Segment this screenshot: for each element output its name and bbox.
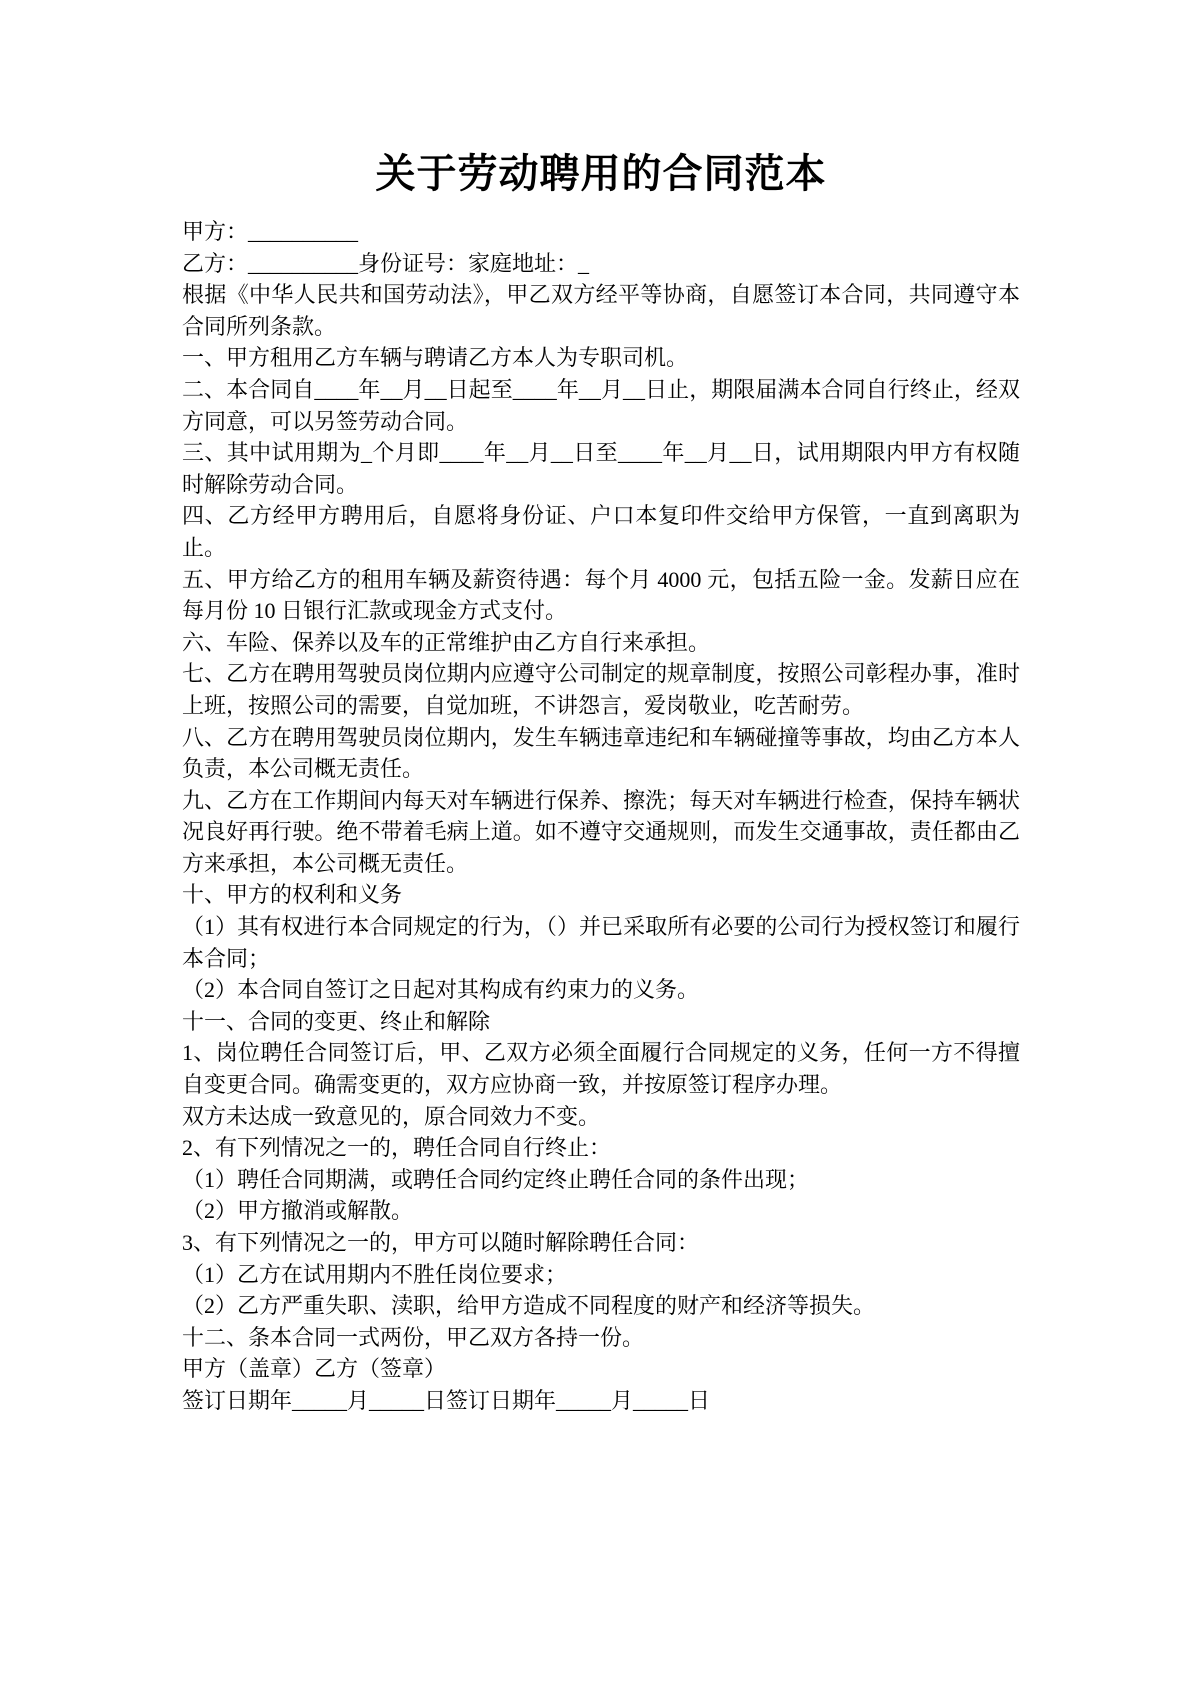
contract-paragraph: 二、本合同自____年__月__日起至____年__月__日止，期限届满本合同自行终止，经双方同意，可以另签劳动合同。 [182,376,1020,434]
document-body [182,216,1020,1417]
contract-paragraph: 乙方：__________身份证号：家庭地址：_ [182,250,590,276]
contract-paragraph: 2、有下列情况之一的，聘任合同自行终止： [182,1135,612,1161]
contract-paragraph: 一、甲方租用乙方车辆与聘请乙方本人为专职司机。 [182,345,689,371]
contract-paragraph: 十、甲方的权利和义务 [182,882,403,908]
contract-paragraph: （2）乙方严重失职、渎职，给甲方造成不同程度的财产和经济等损失。 [182,1293,876,1319]
contract-paragraph: 双方未达成一致意见的，原合同效力不变。 [182,1103,601,1129]
contract-paragraph: 十一、合同的变更、终止和解除 [182,1008,491,1034]
contract-paragraph: 三、其中试用期为_个月即____年__月__日至____年__月__日，试用期限内甲方有权随时解除劳动合同。 [182,440,1020,497]
contract-paragraph: （1）聘任合同期满，或聘任合同约定终止聘任合同的条件出现； [182,1166,810,1192]
document-title: 关于劳动聘用的合同范本 [375,151,827,196]
contract-paragraph: 四、乙方经甲方聘用后，自愿将身份证、户口本复印件交给甲方保管，一直到离职为止。 [182,503,1020,560]
contract-paragraph: 六、车险、保养以及车的正常维护由乙方自行来承担。 [182,629,711,655]
contract-paragraph: 甲方：__________ [182,219,359,244]
contract-paragraph: 3、有下列情况之一的，甲方可以随时解除聘任合同： [182,1230,700,1255]
contract-paragraph: （2）甲方撤消或解散。 [182,1198,414,1224]
contract-paragraph: 九、乙方在工作期间内每天对车辆进行保养、擦洗；每天对车辆进行检查，保持车辆状况良好再行驶。绝不带着毛病上道。如不遵守交通规则，而发生交通事故，责任都由乙方来承担，本公司概无责任。 [182,787,1020,876]
contract-paragraph: （1）乙方在试用期内不胜任岗位要求； [182,1261,568,1287]
contract-paragraph: （2）本合同自签订之日起对其构成有约束力的义务。 [182,977,700,1003]
contract-paragraph: 甲方（盖章）乙方（签章） [182,1356,447,1382]
contract-paragraph: 根据《中华人民共和国劳动法》，甲乙双方经平等协商，自愿签订本合同，共同遵守本合同所列条款。 [182,282,1020,339]
contract-paragraph: 十二、条本合同一式两份，甲乙双方各持一份。 [182,1324,645,1350]
contract-paragraph: 五、甲方给乙方的租用车辆及薪资待遇：每个月 4000 元，包括五险一金。发薪日应在每月份 10 日银行汇款或现金方式支付。 [182,566,1020,624]
contract-paragraph: 1、岗位聘任合同签订后，甲、乙双方必须全面履行合同规定的义务，任何一方不得擅自变更合同。确需变更的，双方应协商一致，并按原签订程序办理。 [182,1040,1020,1098]
contract-paragraph: 七、乙方在聘用驾驶员岗位期内应遵守公司制定的规章制度，按照公司彰程办事，准时上班，按照公司的需要，自觉加班，不讲怨言，爱岗敬业，吃苦耐劳。 [182,661,1020,718]
contract-paragraph: 八、乙方在聘用驾驶员岗位期内，发生车辆违章违纪和车辆碰撞等事故，均由乙方本人负责，本公司概无责任。 [182,724,1020,782]
contract-paragraph: （1）其有权进行本合同规定的行为，（）并已采取所有必要的公司行为授权签订和履行本合同； [182,914,1020,971]
contract-paragraph: 签订日期年_____月_____日签订日期年_____月_____日 [182,1387,711,1413]
